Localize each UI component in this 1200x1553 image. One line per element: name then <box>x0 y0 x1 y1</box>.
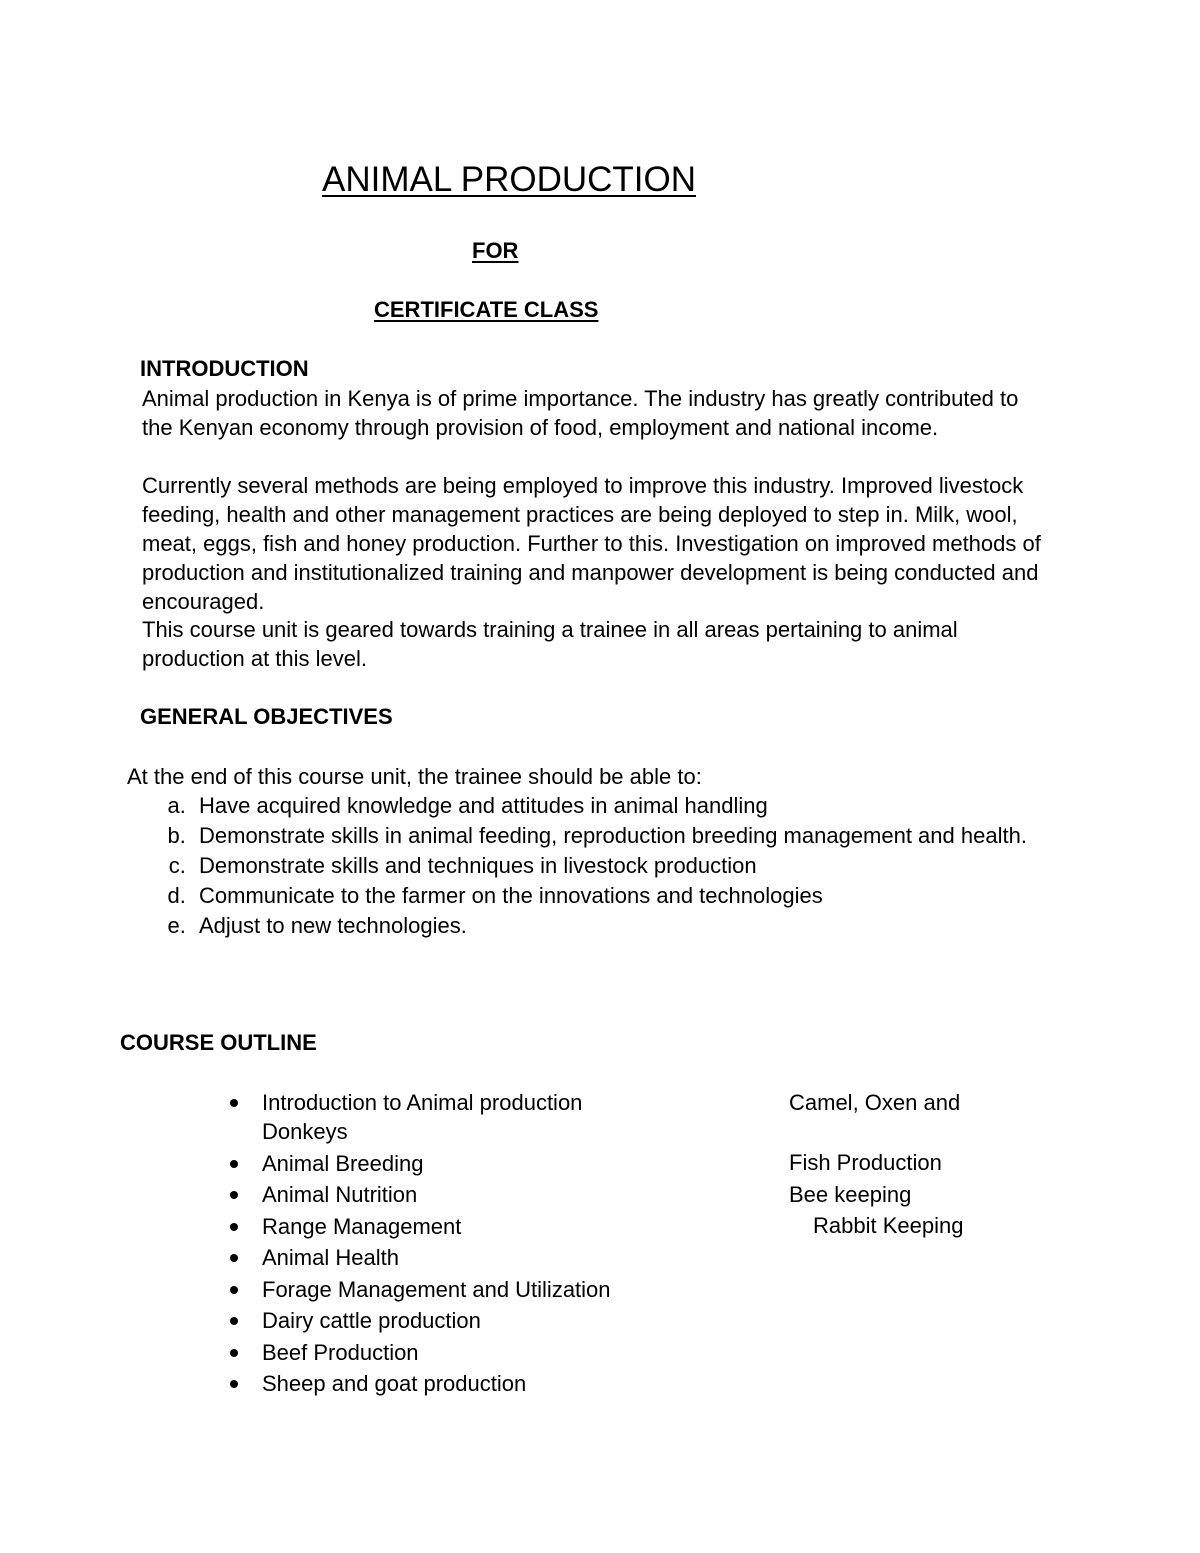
document-title: ANIMAL PRODUCTION <box>322 160 697 199</box>
outline-right-item: Fish Production <box>789 1150 942 1175</box>
course-outline-list <box>230 1088 1030 1401</box>
objective-item: d. Communicate to the farmer on the innovations and technologies <box>192 881 1037 910</box>
introduction-heading: INTRODUCTION <box>140 356 309 381</box>
outline-item: Animal Nutrition <box>230 1180 1030 1209</box>
objective-item: c. Demonstrate skills and techniques in livestock production <box>192 851 1037 880</box>
bullet-icon <box>230 1160 238 1168</box>
bullet-icon <box>230 1223 238 1231</box>
objectives-section <box>127 762 1037 941</box>
subtitle-certificate-class: CERTIFICATE CLASS <box>374 297 599 322</box>
outline-item: Beef Production <box>230 1338 1030 1367</box>
bullet-icon <box>230 1317 238 1325</box>
outline-item: Forage Management and Utilization <box>230 1275 1030 1304</box>
outline-item: Dairy cattle production <box>230 1306 1030 1335</box>
outline-item: Introduction to Animal production Donkeys <box>230 1088 1030 1146</box>
outline-item: Range Management <box>230 1212 1030 1241</box>
introduction-paragraph-2: Currently several methods are being employed to improve this industry. Improved livestock feeding, health and other management practices are being deployed to step in. Milk, wool, meat, eggs, fish and honey production. Further to this. Investigation on improved methods of production and institutionalized training and manpower development is being conducted and encouraged. <box>142 473 1041 614</box>
outline-item: Animal Health <box>230 1243 1030 1272</box>
outline-right-item: Camel, Oxen and <box>789 1090 961 1115</box>
outline-item: Animal Breeding <box>230 1149 1030 1178</box>
introduction-paragraph-3: This course unit is geared towards training a trainee in all areas pertaining to animal production at this level. <box>142 617 958 671</box>
introduction-paragraph-1: Animal production in Kenya is of prime importance. The industry has greatly contributed to the Kenyan economy through provision of food, employment and national income. <box>142 386 1019 440</box>
bullet-icon <box>230 1286 238 1294</box>
bullet-icon <box>230 1254 238 1262</box>
outline-item: Sheep and goat production <box>230 1369 1030 1398</box>
objective-item: e. Adjust to new technologies. <box>192 911 1037 940</box>
outline-right-item: Rabbit Keeping <box>813 1213 964 1238</box>
objective-item: a. Have acquired knowledge and attitudes in animal handling <box>192 791 1037 820</box>
course-outline-heading: COURSE OUTLINE <box>120 1030 317 1055</box>
outline-continuation: Donkeys <box>262 1119 348 1144</box>
outline-right-item: Bee keeping <box>789 1182 912 1207</box>
subtitle-for: FOR <box>472 238 519 263</box>
general-objectives-heading: GENERAL OBJECTIVES <box>140 704 393 729</box>
bullet-icon <box>230 1099 238 1107</box>
objectives-lead: At the end of this course unit, the trainee should be able to: <box>127 764 702 789</box>
objective-item: b. Demonstrate skills in animal feeding, reproduction breeding management and health. <box>192 821 1037 850</box>
bullet-icon <box>230 1380 238 1388</box>
bullet-icon <box>230 1349 238 1357</box>
objectives-list <box>127 791 1037 940</box>
bullet-icon <box>230 1191 238 1199</box>
